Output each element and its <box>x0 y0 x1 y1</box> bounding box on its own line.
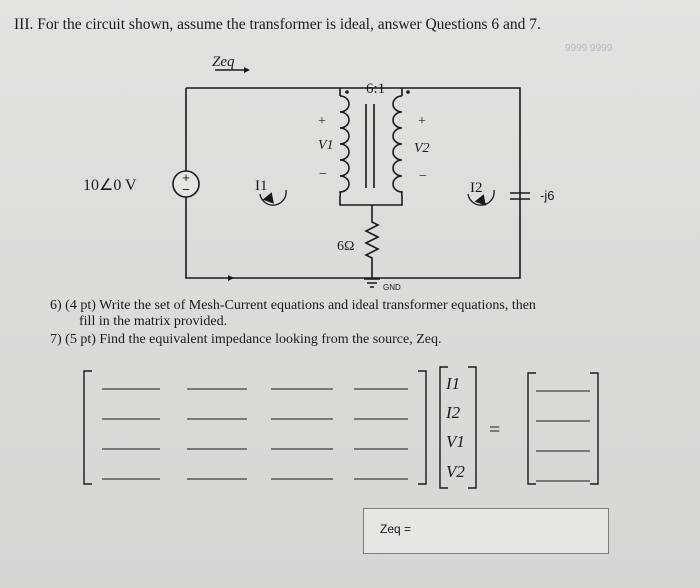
vector-right-bracket <box>468 367 476 488</box>
source-value: 10∠0 V <box>83 177 137 194</box>
vector-entry-i2: I2 <box>446 403 461 422</box>
watermark-text: 9999 9999 <box>565 43 613 54</box>
question-6-line-2: fill in the matrix provided. <box>79 314 228 329</box>
i2-label: I2 <box>470 180 483 196</box>
primary-coil <box>340 96 349 196</box>
v1-label: V1 <box>318 138 334 153</box>
resistor-label: 6Ω <box>337 239 355 254</box>
zeq-label: Zeq <box>212 54 235 70</box>
capacitor-label: -j6 <box>540 188 555 203</box>
ground-symbol <box>364 279 380 287</box>
zeq-answer-label: Zeq = <box>380 522 412 536</box>
problem-heading: III. For the circuit shown, assume the transformer is ideal, answer Questions 6 and 7. <box>14 16 541 33</box>
i1-label: I1 <box>255 178 268 194</box>
turns-ratio: 6:1 <box>366 81 386 97</box>
primary-dot <box>345 90 349 94</box>
zeq-answer-box[interactable] <box>363 508 609 554</box>
left-wire-bottom <box>186 196 218 278</box>
matrix-right-bracket <box>418 371 426 484</box>
resistor-6ohm <box>366 205 378 278</box>
bottom-arrow-head <box>228 275 234 281</box>
zeq-arrow-head <box>244 67 250 73</box>
matrix-left-bracket <box>84 371 92 484</box>
v2-label: V2 <box>414 141 430 156</box>
vector-entry-v2: V2 <box>446 462 465 481</box>
rhs-right-bracket <box>590 373 598 484</box>
equals-sign: = <box>489 419 501 441</box>
secondary-coil <box>393 96 402 196</box>
question-7: 7) (5 pt) Find the equivalent impedance looking from the source, Zeq. <box>50 332 442 347</box>
secondary-dot <box>406 90 410 94</box>
v1-plus: + <box>318 114 326 129</box>
vector-entry-v1: V1 <box>446 432 465 451</box>
coil-bottom-join <box>340 196 402 205</box>
source-plus: + <box>182 170 190 185</box>
v1-minus: − <box>319 167 327 182</box>
v2-minus: − <box>419 169 427 184</box>
gnd-label: GND <box>383 283 401 292</box>
question-6-line-1: 6) (4 pt) Write the set of Mesh-Current equations and ideal transformer equations, then <box>50 298 536 313</box>
vector-entry-i1: I1 <box>446 374 461 393</box>
rhs-left-bracket <box>528 373 536 484</box>
source-minus: − <box>182 182 190 197</box>
transformer-core <box>366 104 374 188</box>
v2-plus: + <box>418 114 426 129</box>
